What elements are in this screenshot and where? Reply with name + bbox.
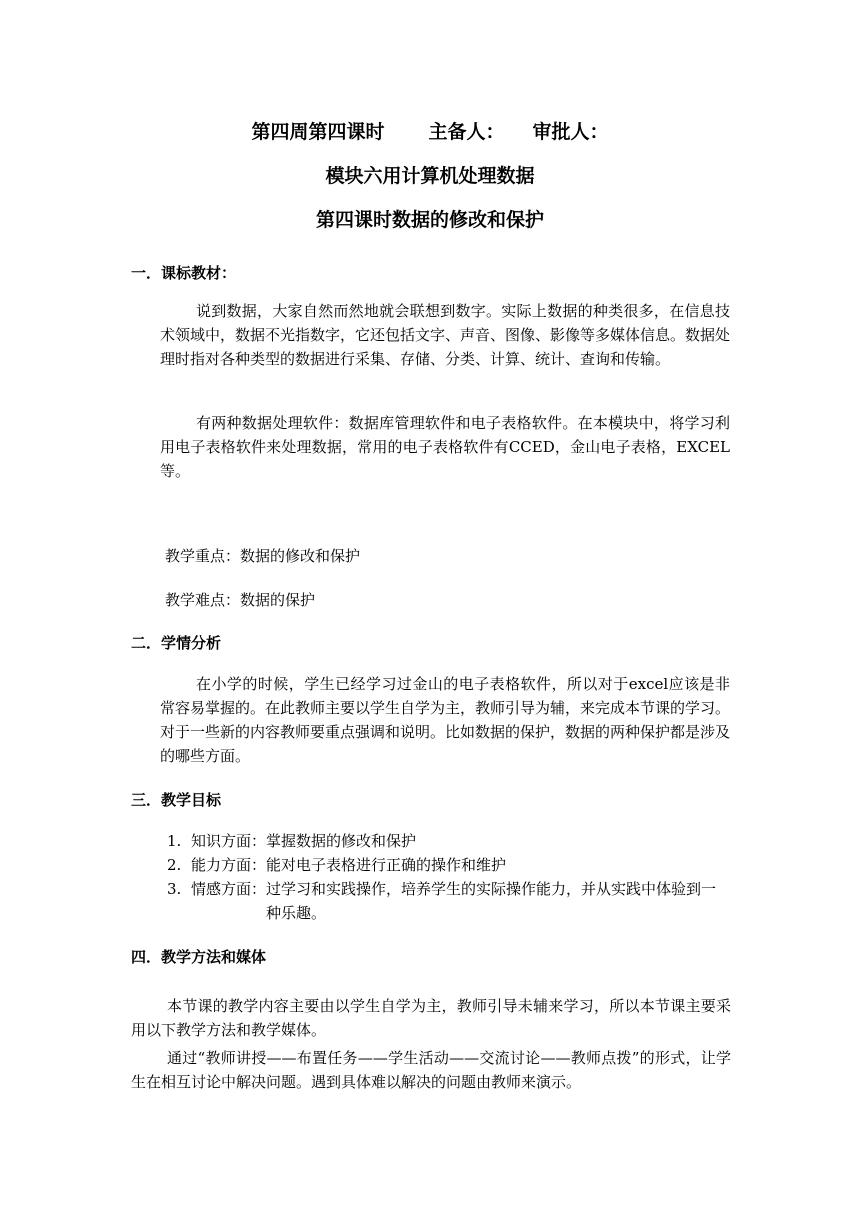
paragraph-process: 通过“教师讲授——布置任务——学生活动——交流讨论——教师点拨”的形式，让学生在相互讨论中解决问题。遇到具体难以解决的问题由教师来演示。 (131, 1049, 731, 1091)
goal-text: 能对电子表格进行正确的操作和维护 (266, 856, 507, 874)
goal-item (167, 877, 717, 922)
week-lesson-label: 第四周第四课时 (251, 121, 385, 143)
key-point: 教学重点：数据的修改和保护 (165, 547, 361, 565)
section-heading-curriculum: 一．课标教材： (131, 264, 237, 282)
module-title: 模块六用计算机处理数据 (325, 165, 535, 187)
goal-text: 过学习和实践操作，培养学生的实际操作能力，并从实践中体验到一种乐趣。 (266, 880, 717, 922)
paragraph-software-intro: 有两种数据处理软件：数据库管理软件和电子表格软件。在本模块中，将学习利用电子表格软件来处理数据，常用的电子表格软件有CCED，金山电子表格，EXCEL等。 (160, 414, 730, 480)
approver-label: 审批人： (532, 121, 609, 143)
goal-number: 2. (167, 856, 182, 874)
goal-number: 1. (167, 832, 182, 850)
goal-item (167, 829, 417, 853)
difficult-point: 教学难点：数据的保护 (165, 591, 316, 609)
goal-number: 3. (167, 880, 182, 898)
paragraph-methods: 本节课的教学内容主要由以学生自学为主，教师引导未辅来学习，所以本节课主要采用以下教学方法和教学媒体。 (131, 997, 731, 1039)
goal-label: 情感方面： (191, 880, 267, 898)
paragraph-data-intro: 说到数据，大家自然而然地就会联想到数字。实际上数据的种类很多，在信息技术领域中，数据不光指数字，它还包括文字、声音、图像、影像等多媒体信息。数据处理时指对各种类型的数据进行采集、存储、分类、计算、统计、查询和传输。 (160, 302, 731, 368)
section-heading-methods: 四．教学方法和媒体 (131, 948, 267, 966)
goal-label: 知识方面： (191, 832, 267, 850)
goal-text: 掌握数据的修改和保护 (266, 832, 417, 850)
section-heading-goals: 三．教学目标 (131, 791, 222, 809)
preparer-label: 主备人： (428, 121, 505, 143)
lesson-title: 第四课时数据的修改和保护 (315, 209, 544, 231)
goal-label: 能力方面： (191, 856, 267, 874)
header-line (0, 117, 860, 144)
goal-item (167, 853, 507, 877)
paragraph-student-analysis: 在小学的时候，学生已经学习过金山的电子表格软件，所以对于excel应该是非常容易掌握的。在此教师主要以学生自学为主，教师引导为辅，来完成本节课的学习。对于一些新的内容教师要重点强调和说明。比如数据的保护，数据的两种保护都是涉及的哪些方面。 (160, 675, 731, 765)
section-heading-analysis: 二．学情分析 (131, 634, 222, 652)
